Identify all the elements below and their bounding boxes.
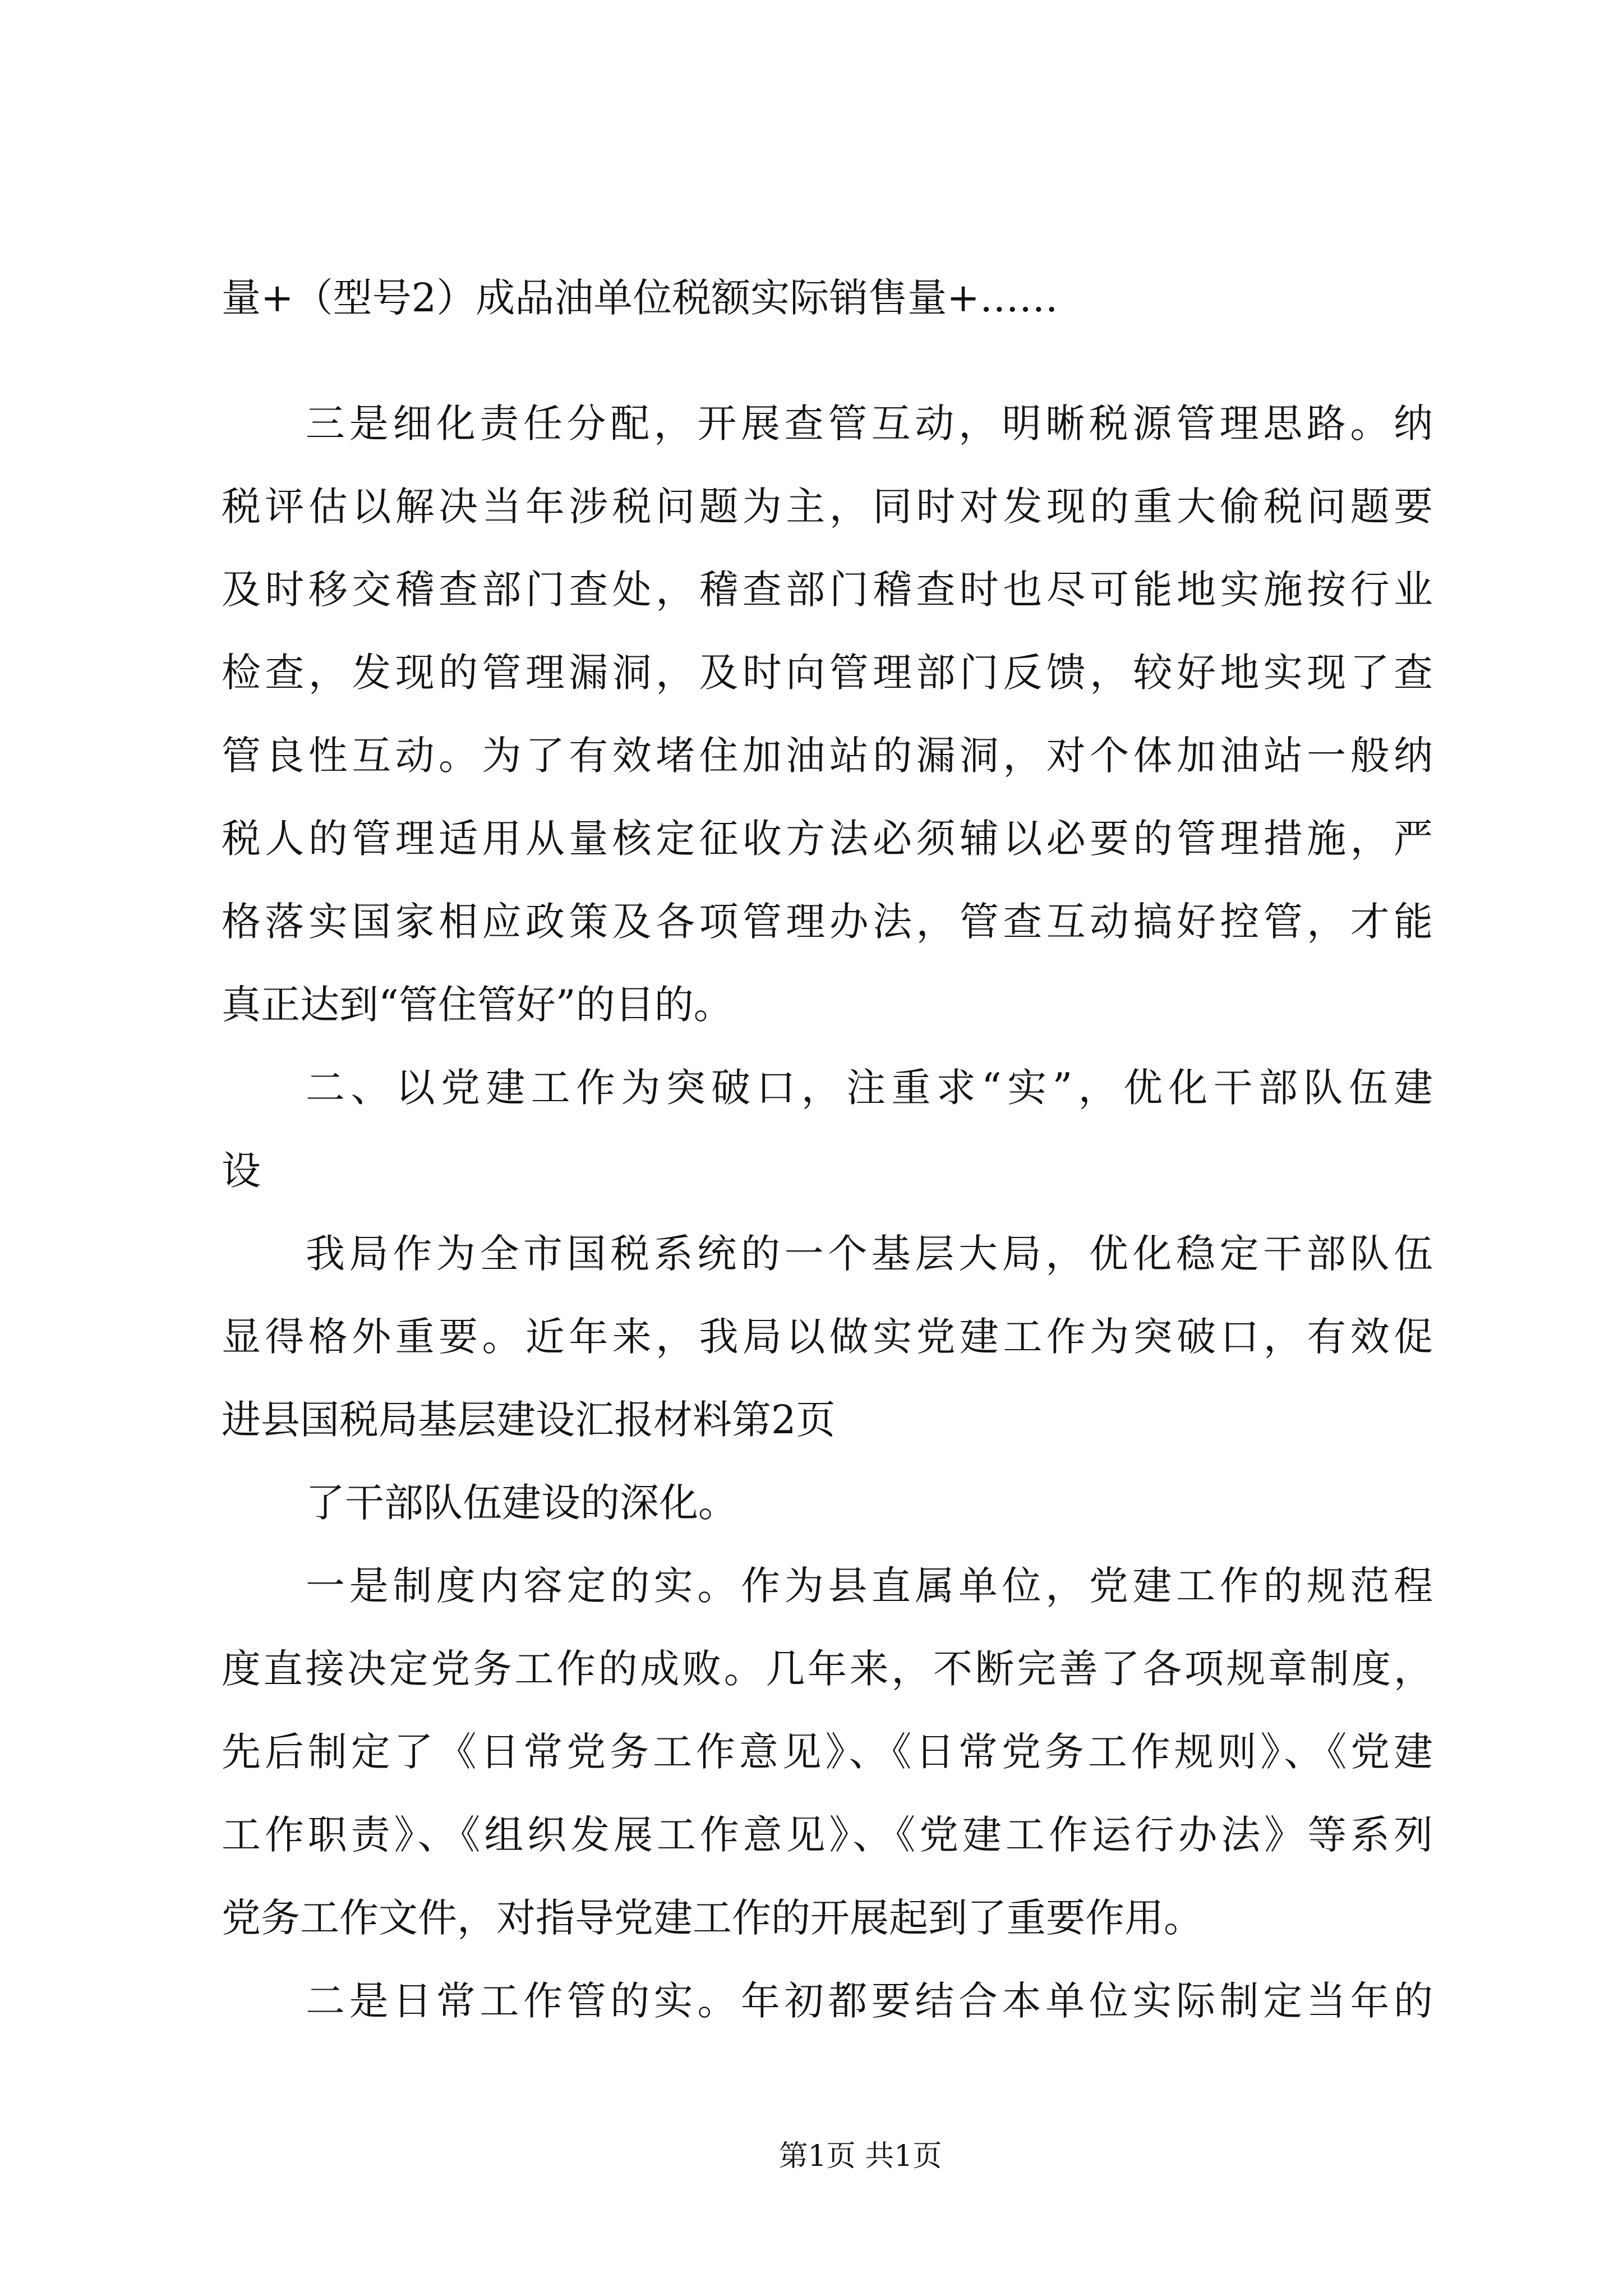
section-heading: [222, 1046, 1433, 1212]
body-paragraph: [222, 1959, 1433, 2042]
paragraph-line: 党务工作文件，对指导党建工作的开展起到了重要作用。: [222, 1895, 1203, 1941]
paragraph-line: 检查，发现的管理漏洞，及时向管理部门反馈，较好地实现了查: [222, 650, 1433, 696]
paragraph-line: 三是细化责任分配，开展查管互动，明晰税源管理思路。纳: [306, 401, 1433, 447]
heading-line: 设: [222, 1148, 261, 1194]
document-body: [222, 256, 1433, 2042]
paragraph-line: 量+（型号2）成品油单位税额实际销售量+……: [222, 275, 1058, 321]
paragraph-line: 二是日常工作管的实。年初都要结合本单位实际制定当年的: [306, 1978, 1433, 2024]
paragraph-line: 度直接决定党务工作的成败。几年来，不断完善了各项规章制度，: [222, 1646, 1433, 1692]
paragraph-line: 了干部队伍建设的深化。: [306, 1480, 737, 1526]
page-footer: [0, 2139, 1623, 2173]
paragraph-line: 我局作为全市国税系统的一个基层大局，优化稳定干部队伍: [306, 1231, 1433, 1277]
paragraph-line: 格落实国家相应政策及各项管理办法，管查互动搞好控管，才能: [222, 899, 1433, 945]
body-paragraph: [222, 1544, 1433, 1959]
body-paragraph: [222, 382, 1433, 1046]
paragraph-line: 税人的管理适用从量核定征收方法必须辅以必要的管理措施，严: [222, 816, 1433, 862]
paragraph-line: 税评估以解决当年涉税问题为主，同时对发现的重大偷税问题要: [222, 484, 1433, 530]
body-paragraph: [222, 1461, 1433, 1544]
body-paragraph: [222, 1212, 1433, 1461]
paragraph-line: 及时移交稽查部门查处，稽查部门稽查时也尽可能地实施按行业: [222, 567, 1433, 613]
paragraph-line: 管良性互动。为了有效堵住加油站的漏洞，对个体加油站一般纳: [222, 733, 1433, 779]
paragraph-line: 先后制定了《日常党务工作意见》、《日常党务工作规则》、《党建: [222, 1729, 1433, 1775]
page-number-label: 第1页 共1页: [778, 2139, 942, 2173]
paragraph-line: 一是制度内容定的实。作为县直属单位，党建工作的规范程: [306, 1563, 1433, 1609]
heading-line: 二、以党建工作为突破口，注重求“实”，优化干部队伍建: [306, 1065, 1433, 1111]
paragraph-line: 进县国税局基层建设汇报材料第2页: [222, 1397, 836, 1443]
paragraph-line: 真正达到“管住管好”的目的。: [222, 982, 733, 1028]
paragraph-line: 工作职责》、《组织发展工作意见》、《党建工作运行办法》等系列: [222, 1812, 1433, 1858]
paragraph-line: 显得格外重要。近年来，我局以做实党建工作为突破口，有效促: [222, 1314, 1433, 1360]
body-paragraph: [222, 256, 1433, 339]
